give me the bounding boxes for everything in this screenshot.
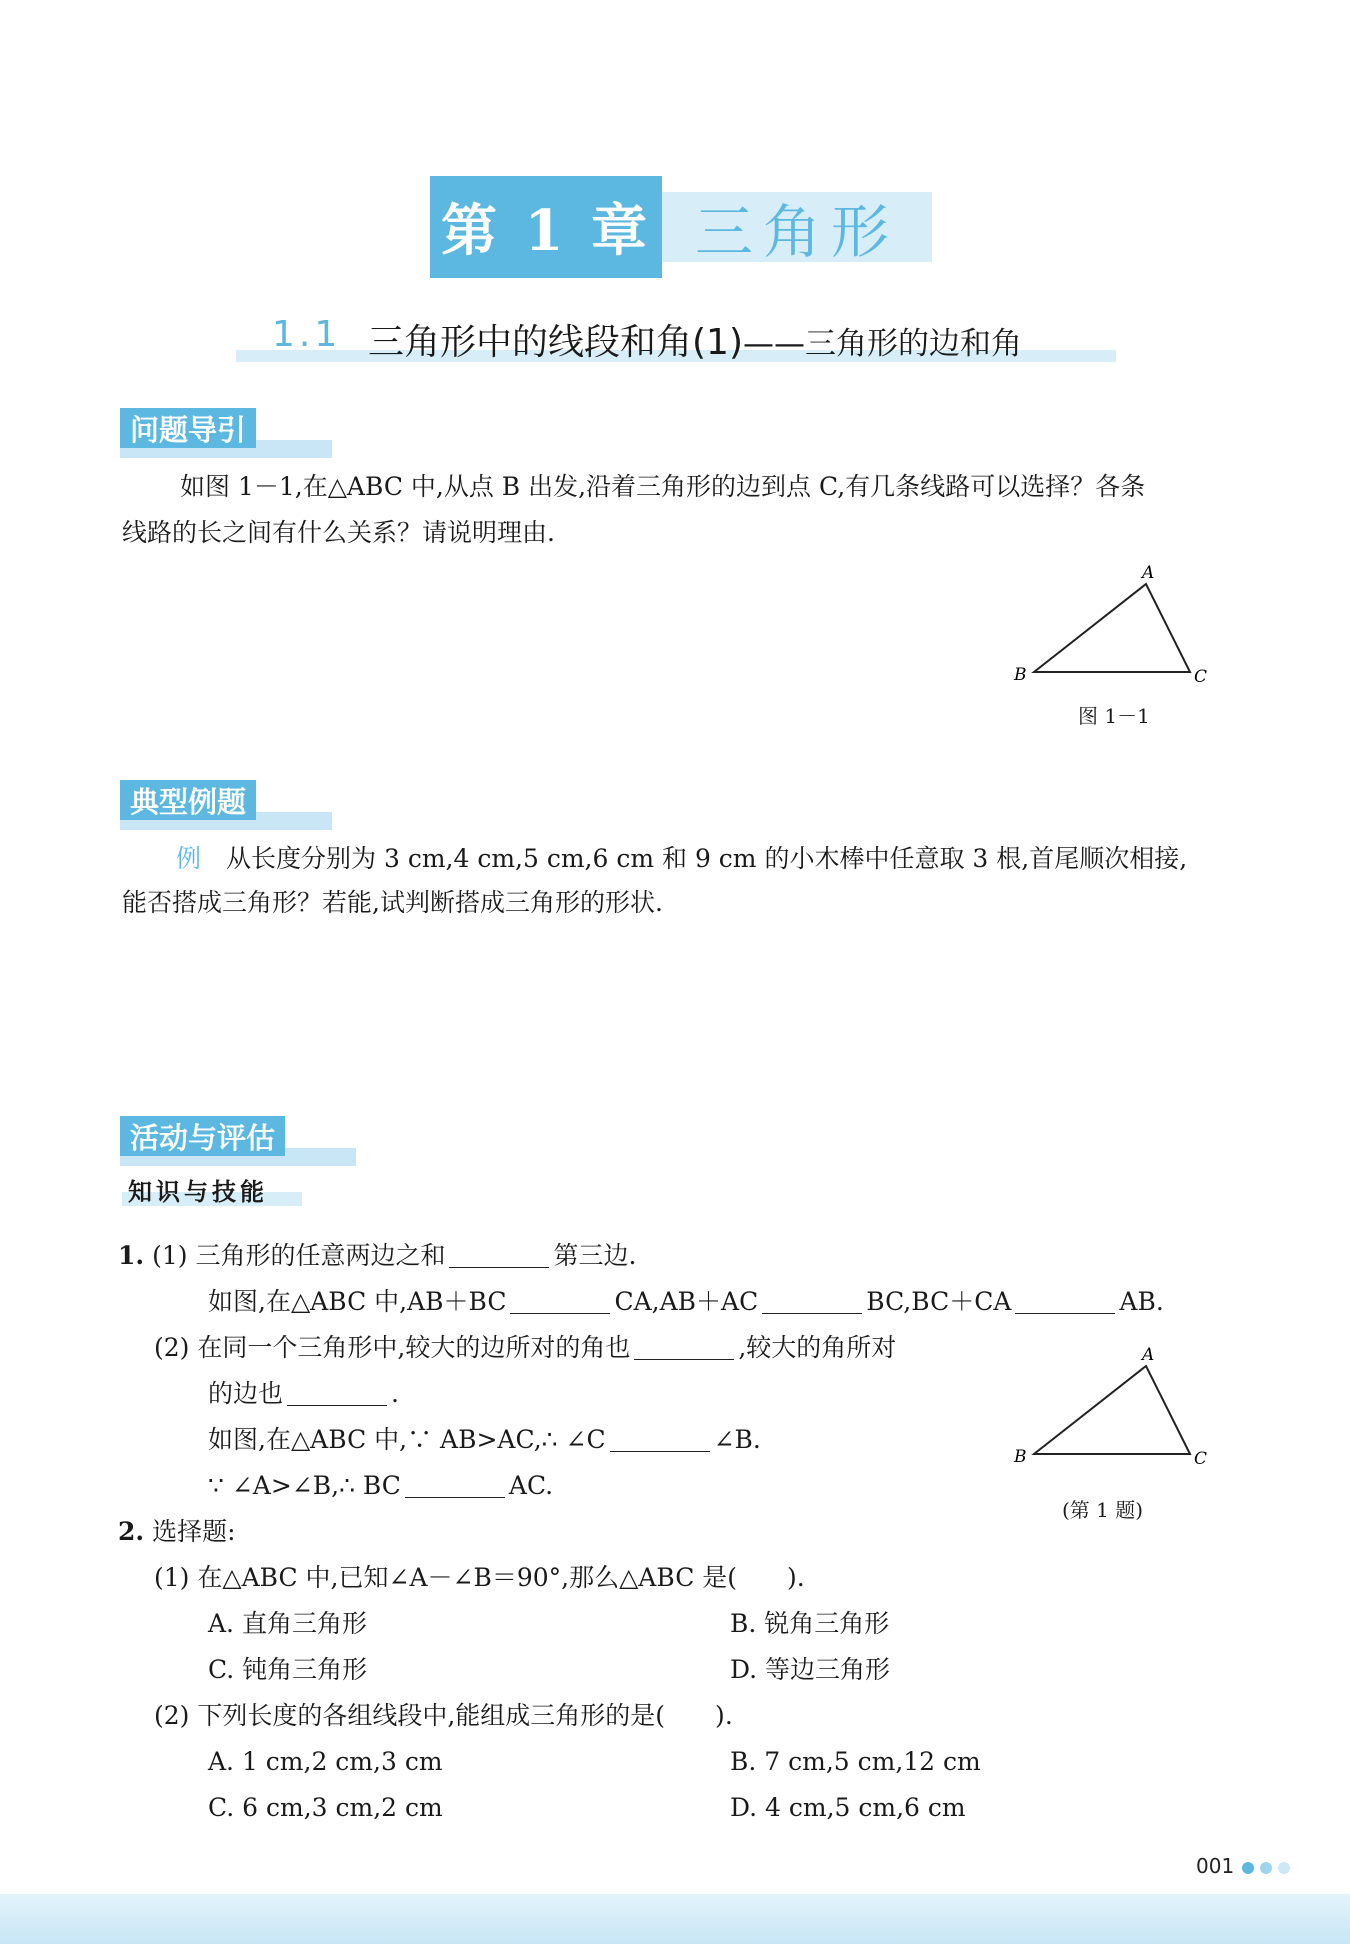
intro-tag (120, 408, 332, 458)
blank-3[interactable] (762, 1285, 862, 1314)
blank-1[interactable] (449, 1239, 549, 1268)
q1-part1-line1 (118, 1236, 636, 1276)
intro-line-2: 线路的长之间有什么关系？请说明理由. (122, 518, 555, 547)
intro-line-1: 如图 1－1,在△ABC 中,从点 B 出发,沿着三角形的边到点 C,有几条线路可以选择？各条 (180, 472, 1146, 501)
q1-part2-line2 (208, 1374, 399, 1414)
q2-sub2-option-d[interactable]: D. 4 cm,5 cm,6 cm (730, 1793, 966, 1822)
activity-tag (120, 1116, 356, 1166)
q1-p2-label: (2) (154, 1333, 190, 1362)
q1-p2-l2-b: . (391, 1379, 399, 1408)
chapter-title: 三角形 (662, 192, 932, 262)
chapter-heading (430, 176, 932, 278)
blank-6[interactable] (287, 1377, 387, 1406)
vertex-a-label-2: A (1142, 1345, 1155, 1365)
blank-5[interactable] (634, 1331, 734, 1360)
blank-8[interactable] (405, 1469, 505, 1498)
blank-2[interactable] (510, 1285, 610, 1314)
q1-number: 1. (118, 1241, 145, 1270)
q2-sub2-option-c[interactable]: C. 6 cm,3 cm,2 cm (208, 1793, 443, 1822)
q1-p1-l2-c: BC,BC＋CA (866, 1287, 1012, 1316)
q1-p2-l3-a: 如图,在△ABC 中,∵ AB>AC,∴ ∠C (208, 1425, 606, 1454)
vertex-c-label-2: C (1194, 1449, 1208, 1469)
q2-sub2-option-b[interactable]: B. 7 cm,5 cm,12 cm (730, 1747, 981, 1776)
section-subtitle: ——三角形的边和角 (743, 326, 1022, 362)
activity-tag-label: 活动与评估 (120, 1116, 285, 1156)
q1-part1-line2 (208, 1282, 1164, 1322)
figure-1-caption: 图 1－1 (1078, 704, 1150, 728)
page-dot-1 (1242, 1862, 1254, 1874)
q1-p1-l2-b: CA,AB＋AC (614, 1287, 759, 1316)
q1-p1-l2-d: AB. (1119, 1287, 1164, 1316)
q1-p1-text-a: 三角形的任意两边之和 (195, 1241, 446, 1270)
q1-p2-l2-a: 的边也 (208, 1379, 284, 1408)
section-title (236, 312, 1116, 368)
blank-4[interactable] (1015, 1285, 1115, 1314)
section-number: 1.1 (272, 314, 342, 355)
example-line-2: 能否搭成三角形？若能,试判断搭成三角形的形状. (122, 888, 663, 917)
q1-p1-label: (1) (152, 1241, 188, 1270)
q1-part2-line3 (208, 1420, 761, 1460)
knowledge-subheading (122, 1172, 302, 1210)
q1-p2-text-b: ,较大的角所对 (738, 1333, 897, 1362)
q2-sub1-text: (1) 在△ABC 中,已知∠A－∠B＝90°,那么△ABC 是( ). (154, 1563, 805, 1592)
triangle-figure-1 (1010, 562, 1220, 692)
blank-7[interactable] (610, 1423, 710, 1452)
q2-sub2-text: (2) 下列长度的各组线段中,能组成三角形的是( ). (154, 1701, 733, 1730)
q2-sub1-option-c[interactable]: C. 钝角三角形 (208, 1655, 368, 1684)
footer-band (0, 1894, 1350, 1944)
chapter-number: 第 1 章 (430, 176, 662, 278)
triangle-abc-shape (1034, 584, 1190, 672)
section-main-title (368, 314, 1022, 365)
q2-sub1-option-a[interactable]: A. 直角三角形 (208, 1609, 367, 1638)
example-line-1 (176, 836, 1187, 881)
page-dot-2 (1260, 1862, 1272, 1874)
q1-part2-line4 (208, 1466, 553, 1506)
q1-p2-l4-b: AC. (508, 1471, 554, 1500)
q2-sub1-option-b[interactable]: B. 锐角三角形 (730, 1609, 890, 1638)
intro-tag-label: 问题导引 (120, 408, 256, 448)
vertex-b-label-2: B (1014, 1447, 1027, 1467)
q1-p2-text-a: 在同一个三角形中,较大的边所对的角也 (197, 1333, 631, 1362)
vertex-a-label: A (1142, 563, 1155, 583)
q2-sub2-option-a[interactable]: A. 1 cm,2 cm,3 cm (208, 1747, 443, 1776)
example-text-1: 从长度分别为 3 cm,4 cm,5 cm,6 cm 和 9 cm 的小木棒中任意取 3 根,首尾顺次相接, (226, 844, 1188, 873)
example-tag-label: 典型例题 (120, 780, 256, 820)
figure-2-caption: (第 1 题) (1062, 1498, 1144, 1522)
example-tag (120, 780, 332, 830)
q1-p1-text-b: 第三边. (553, 1241, 637, 1270)
q2-number: 2. (118, 1517, 145, 1546)
q1-part2-line1 (154, 1328, 896, 1368)
q1-p2-l4-a: ∵ ∠A>∠B,∴ BC (208, 1471, 401, 1500)
q1-p1-l2-a: 如图,在△ABC 中,AB＋BC (208, 1287, 507, 1316)
page-dot-3 (1278, 1862, 1290, 1874)
section-title-text: 三角形中的线段和角(1) (368, 322, 743, 363)
subheading-text: 知识与技能 (128, 1178, 268, 1206)
q2-title: 选择题: (152, 1517, 236, 1546)
vertex-b-label: B (1014, 665, 1027, 685)
example-label: 例 (176, 844, 202, 873)
vertex-c-label: C (1194, 667, 1208, 687)
q2-title-line (118, 1512, 236, 1552)
triangle-figure-2 (1010, 1344, 1220, 1474)
page-number: 001 (1196, 1854, 1235, 1878)
triangle-abc-shape-2 (1034, 1366, 1190, 1454)
q2-sub1-option-d[interactable]: D. 等边三角形 (730, 1655, 891, 1684)
q1-p2-l3-b: ∠B. (713, 1425, 761, 1454)
